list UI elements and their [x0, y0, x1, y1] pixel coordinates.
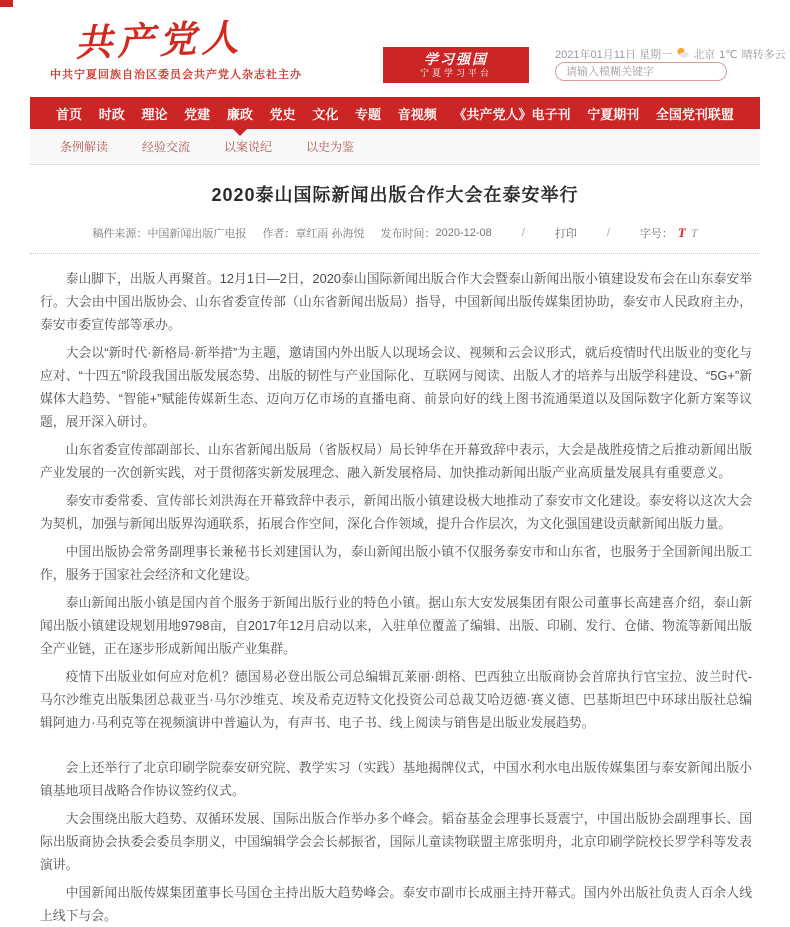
- nav-item[interactable]: 全国党刊联盟: [655, 106, 734, 122]
- article: [30, 165, 760, 927]
- article-paragraph: 大会以“新时代·新格局·新举措”为主题，邀请国内外出版人以现场会议、视频和云会议形式，就后疫情时代出版业的变化与应对、“十四五”阶段我国出版发展态势、出版的韧性与产业国际化、互联网与阅读、出版人才的培养与出版学科建设、“5G+”新媒体大趋势、“智能+”赋能传媒新生态、迈向万亿市场的直播电商、前景向好的线上图书流通渠道以及国际数字化新方案等议题，展开深入研讨。: [40, 345, 752, 429]
- publish-time-value: 2020-12-08: [435, 227, 492, 239]
- nav-item[interactable]: 宁夏期刊: [587, 106, 640, 122]
- fontsize-increase-button[interactable]: T: [677, 225, 686, 240]
- search-input[interactable]: [555, 62, 727, 81]
- weather-city: 北京: [693, 49, 716, 61]
- article-paragraph: 泰山新闻出版小镇是国内首个服务于新闻出版行业的特色小镇。据山东大安发展集团有限公司董事长高建喜介绍，泰山新闻出版小镇建设规划用地9798亩，自2017年12月启动以来，入驻单位覆盖了编辑、出版、印刷、发行、仓储、物流等新闻出版全产业链，正在逐步形成新闻出版产业集群。: [40, 595, 752, 656]
- publish-time-label: 发布时间：: [380, 228, 436, 240]
- author-label: 作者：: [262, 228, 296, 240]
- nav-item[interactable]: 《共产党人》电子刊: [453, 106, 571, 122]
- fontsize-decrease-button[interactable]: T: [690, 226, 698, 240]
- corner-red-mark: [0, 0, 13, 7]
- sub-nav: [30, 129, 760, 165]
- nav-item[interactable]: 党史: [269, 106, 296, 122]
- xuexi-platform-label: 宁夏学习平台: [419, 68, 492, 79]
- logo-tagline: 中共宁夏回族自治区委员会共产党人杂志社主办: [50, 69, 302, 81]
- meta-divider: /: [606, 227, 610, 239]
- nav-item[interactable]: 理论: [141, 106, 168, 122]
- meta-source: [92, 225, 246, 241]
- meta-publish-time: [381, 225, 492, 241]
- site-logo[interactable]: 共产党人: [74, 15, 244, 65]
- nav-item[interactable]: 时政: [98, 106, 125, 122]
- article-paragraph: 疫情下出版业如何应对危机？德国易必登出版公司总编辑瓦莱丽·朗格、巴西独立出版商协会首席执行官宝拉、波兰时代-马尔沙维克出版集团总裁亚当·马尔沙维克、埃及希克迈特文化投资公司总裁艾哈迈德·赛义德、巴基斯坦巴中环球出版社总编辑阿迪力·马利克等在视频演讲中普遍认为，有声书、电子书、线上阅读与销售是出版业发展趋势。: [40, 669, 752, 730]
- meta-author: [262, 225, 364, 241]
- sun-cloud-icon: [676, 47, 689, 61]
- source-value: 中国新闻出版广电报: [147, 228, 247, 240]
- article-paragraph: 泰安市委常委、宣传部长刘洪海在开幕致辞中表示，新闻出版小镇建设极大地推动了泰安市文化建设。泰安将以这次大会为契机，加强与新闻出版界沟通联系，拓展合作空间，深化合作领域，提升合作层次，为文化强国建设贡献新闻出版力量。: [40, 493, 752, 531]
- nav-item[interactable]: 廉政: [227, 97, 253, 129]
- article-paragraph: 会上还举行了北京印刷学院泰安研究院、教学实习（实践）基地揭牌仪式，中国水利水电出版传媒集团与泰安新闻出版小镇基地项目战略合作协议签约仪式。: [40, 760, 752, 798]
- weather-temp: 1℃: [719, 48, 738, 61]
- main-nav: [30, 97, 760, 129]
- print-button[interactable]: 打印: [554, 228, 577, 240]
- article-paragraph: 山东省委宣传部副部长、山东省新闻出版局（省版权局）局长钟华在开幕致辞中表示，大会是战胜疫情之后推动新闻出版产业发展的一次创新实践，对于贯彻落实新发展理念、融入新发展格局、加快推动新闻出版产业高质量发展具有重要意义。: [40, 442, 752, 480]
- subnav-item[interactable]: 以史为鉴: [306, 140, 355, 154]
- article-meta: [30, 225, 760, 241]
- date-weather-bar: [555, 46, 790, 62]
- article-paragraph: 泰山脚下，出版人再聚首。12月1日—2日，2020泰山国际新闻出版合作大会暨泰山新闻出版小镇建设发布会在山东泰安举行。大会由中国出版协会、山东省委宣传部（山东省新闻出版局）指导，中国新闻出版传媒集团协助，泰安市人民政府主办，泰安市委宣传部等承办。: [40, 271, 752, 332]
- xuexi-qiangguo-banner[interactable]: [383, 47, 529, 83]
- author-value: 章红雨 孙海悦: [295, 228, 365, 240]
- source-label: 稿件来源：: [92, 228, 148, 240]
- nav-item[interactable]: 党建: [184, 106, 211, 122]
- article-paragraph: 中国新闻出版传媒集团董事长马国仓主持出版大趋势峰会。泰安市副市长成丽主持开幕式。国内外出版社负责人百余人线上线下与会。: [40, 885, 752, 923]
- nav-item[interactable]: 专题: [355, 106, 382, 122]
- date-text: 2021年01月11日 星期一: [555, 49, 673, 61]
- article-body: [30, 254, 760, 927]
- fontsize-control: [640, 225, 698, 241]
- article-paragraph: [40, 739, 752, 751]
- subnav-item[interactable]: 经验交流: [142, 140, 191, 154]
- article-paragraph: 中国出版协会常务副理事长兼秘书长刘建国认为，泰山新闻出版小镇不仅服务泰安市和山东省，也服务于全国新闻出版工作，服务于国家社会经济和文化建设。: [40, 544, 752, 582]
- fontsize-label: 字号：: [639, 228, 673, 240]
- article-paragraph: 大会围绕出版大趋势、双循环发展、国际出版合作举办多个峰会。韬奋基金会理事长聂震宁，中国出版协会副理事长、国际出版商协会执委会委员李朋义，中国编辑学会会长郝振省，国际儿童读物联盟主席张明舟，北京印刷学院校长罗学科等发表演讲。: [40, 811, 752, 872]
- subnav-item[interactable]: 以案说纪: [224, 140, 273, 154]
- nav-item[interactable]: 音视频: [397, 106, 437, 122]
- site-header: [30, 0, 786, 97]
- xuexi-qiangguo-logo-text: 学习强国: [424, 50, 488, 67]
- nav-item[interactable]: 文化: [312, 106, 339, 122]
- article-title: 2020泰山国际新闻出版合作大会在泰安举行: [211, 185, 579, 205]
- weather-condition: 晴转多云: [741, 49, 786, 61]
- subnav-item[interactable]: 条例解读: [60, 140, 109, 154]
- nav-item[interactable]: 首页: [56, 106, 83, 122]
- meta-divider: /: [521, 227, 525, 239]
